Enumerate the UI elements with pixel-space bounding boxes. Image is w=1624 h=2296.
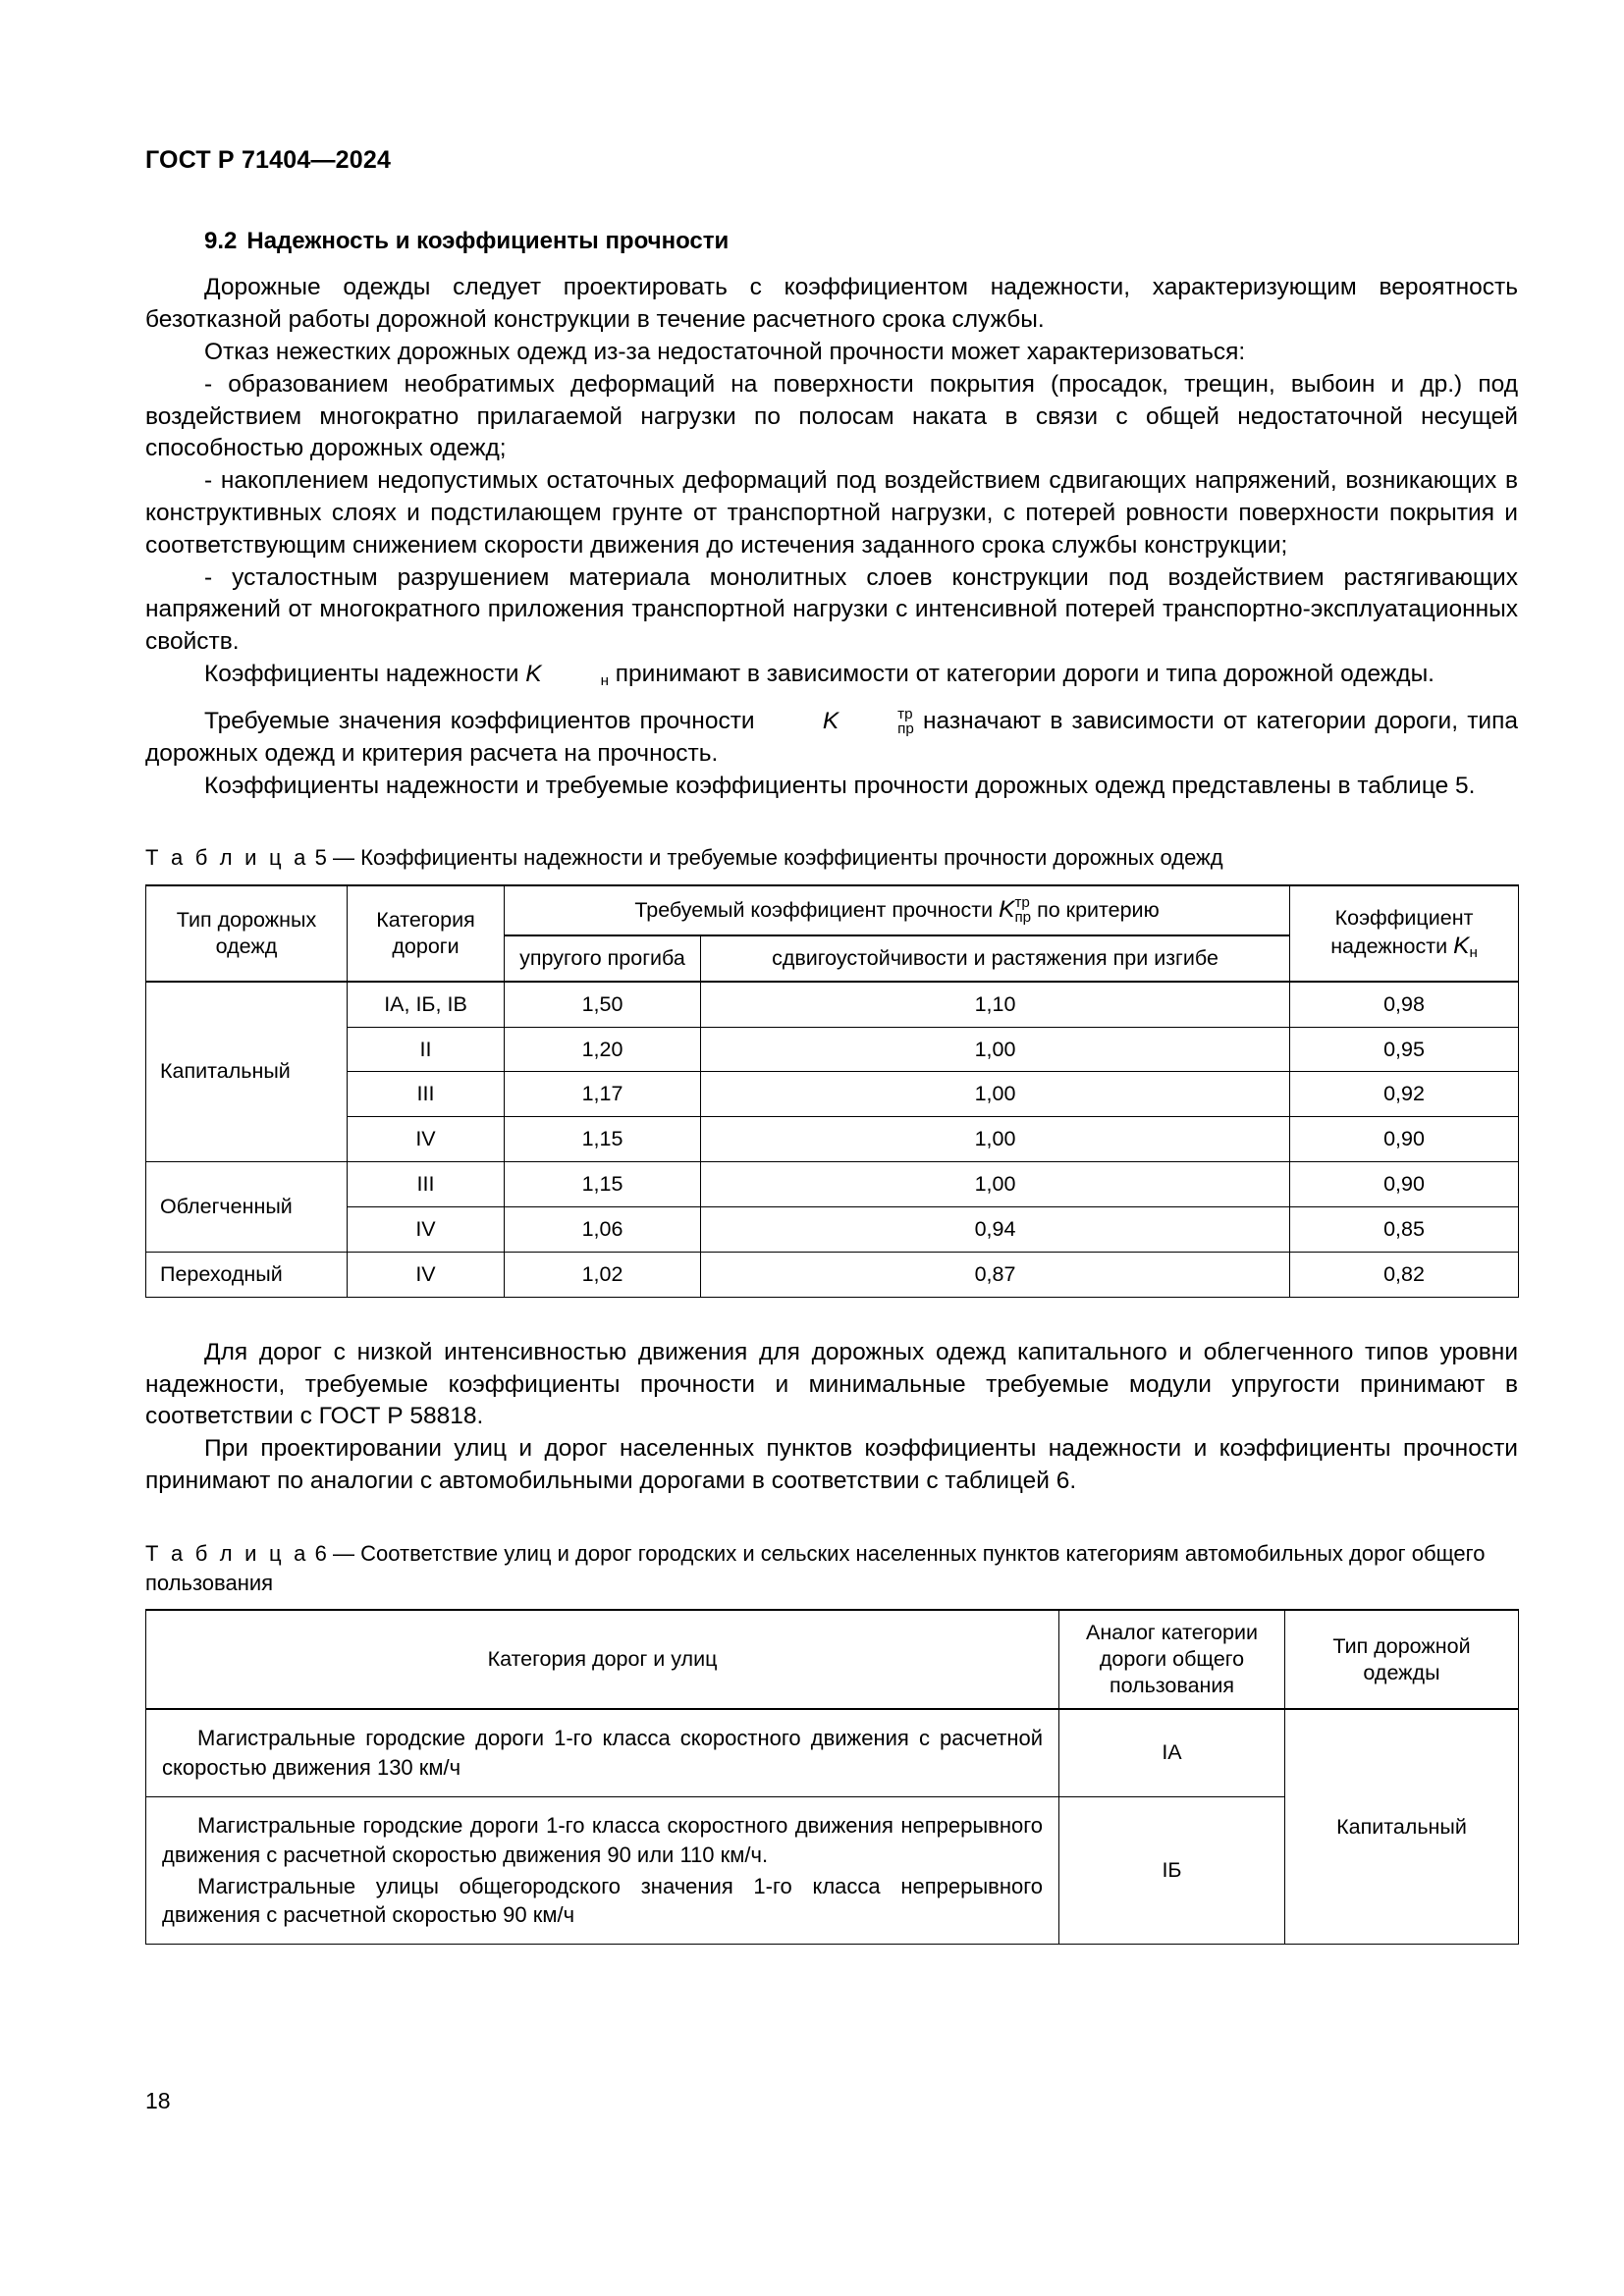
table-5-cell-shear: 1,00 (701, 1027, 1290, 1072)
table-6-cell-description (146, 1796, 1059, 1945)
paragraph-failure-item-1: - образованием необратимых деформаций на поверхности покрытия (просадок, трещин, выбоин и др.) под воздействием многократно прилагаемой нагрузки по полосам наката в связи с общей недостаточной несущей способностью дорожных одежд; (145, 370, 1518, 462)
table-5-header-shear-bending: сдвигоустойчивости и растяжения при изгибе (701, 935, 1290, 982)
table-5-cell-category: IV (348, 1117, 505, 1162)
table-6-head (146, 1610, 1519, 1709)
table-5-cell-elastic: 1,06 (505, 1207, 701, 1253)
table-5-head (146, 885, 1519, 982)
table-5-cell-reliability: 0,82 (1290, 1252, 1519, 1297)
table-6-street-category-mapping (145, 1609, 1519, 1945)
table-6-cell-analog: IА (1059, 1709, 1285, 1796)
paragraph-strength-coefficients-tail: назначают в зависимости от категории дороги, типа дорожных одежд и критерия расчета на прочность. (145, 707, 1519, 767)
formula-k-pr-tr-base: K (822, 707, 839, 734)
table-6-cell-analog: IБ (1059, 1796, 1285, 1945)
table-5-header-road-category: Категория дороги (348, 885, 505, 982)
paragraph-strength-coefficients-lead: Требуемые значения коэффициентов прочности (204, 707, 755, 734)
table-5-cell-elastic: 1,20 (505, 1027, 701, 1072)
table-6-header-street-category: Категория дорог и улиц (146, 1610, 1059, 1709)
table-6-description-line: Магистральные городские дороги 1-го класса скоростного движения с расчетной скоростью движения 130 км/ч (162, 1725, 1043, 1780)
table-6-header-analog-category: Аналог категории дороги общего пользования (1059, 1610, 1285, 1709)
table-row (146, 1252, 1519, 1297)
mid-text-block (145, 1337, 1518, 1498)
paragraph-table5-reference: Коэффициенты надежности и требуемые коэффициенты прочности дорожных одежд представлены в таблице 5. (204, 772, 1476, 799)
table-6-header-row (146, 1610, 1519, 1709)
table-5-reliability-strength (145, 884, 1519, 1298)
section-title: Надежность и коэффициенты прочности (246, 228, 730, 254)
table-5-body (146, 982, 1519, 1298)
paragraph-strength-coefficients (145, 706, 1518, 771)
paragraph-reliability-intro: Дорожные одежды следует проектировать с коэффициентом надежности, характеризующим вероятность безотказной работы дорожной конструкции в течение расчетного срока службы. (145, 274, 1518, 334)
table-row (146, 1117, 1519, 1162)
paragraph-failure-item-2: - накоплением недопустимых остаточных деформаций под воздействием сдвигающих напряжений, возникающих в конструктивных слоях и подстилающем грунте от транспортной нагрузки, с потерей ровности поверхности покрытия и соответствующим снижением скорости движения до истечения заданного срока службы конструкции; (145, 467, 1518, 559)
table-5-formula-k-pr-tr-indices (1014, 895, 1031, 925)
page-content (145, 145, 1518, 1945)
formula-k-pr-tr (764, 706, 914, 738)
table-5-cell-reliability: 0,92 (1290, 1072, 1519, 1117)
table-5-header-row-1 (146, 885, 1519, 935)
table-5-cell-shear: 1,10 (701, 982, 1290, 1027)
table6-caption-number: 6 (314, 1540, 327, 1566)
table-5-formula-k-pr-tr (999, 895, 1031, 926)
table-5-cell-type: Капитальный (146, 982, 348, 1162)
table-5-cell-elastic: 1,17 (505, 1072, 701, 1117)
table-5-cell-shear: 0,87 (701, 1252, 1290, 1297)
table-6-cell-pavement: Капитальный (1285, 1709, 1519, 1945)
table5-caption-dash: — (333, 845, 355, 871)
table6-caption-text: Соответствие улиц и дорог городских и сельских населенных пунктов категориям автомобильных дорог общего пользования (145, 1540, 1486, 1595)
formula-k-n-subscript: н (600, 672, 609, 690)
table-5-formula-k-n (1453, 933, 1478, 962)
table-5-header-strength-group-lead: Требуемый коэффициент прочности (634, 898, 994, 923)
table-5-formula-k-n-base: K (1453, 933, 1470, 959)
table-5-cell-elastic: 1,15 (505, 1162, 701, 1207)
table6-caption-dash: — (333, 1540, 355, 1566)
table-5-header-reliability-lead: Коэффициент надежности (1330, 906, 1474, 958)
table-5-cell-type: Облегченный (146, 1162, 348, 1253)
page-number: 18 (145, 2088, 171, 2113)
paragraph-reliability-coefficients-tail: принимают в зависимости от категории дороги и типа дорожной одежды. (615, 661, 1435, 688)
table-5-cell-category: IV (348, 1252, 505, 1297)
table-5-cell-category: III (348, 1162, 505, 1207)
table-5-cell-category: III (348, 1072, 505, 1117)
table-5-header-pavement-type: Тип дорожных одежд (146, 885, 348, 982)
table-5-cell-shear: 1,00 (701, 1117, 1290, 1162)
table-5-cell-elastic: 1,02 (505, 1252, 701, 1297)
paragraph-failure-intro: Отказ нежестких дорожных одежд из-за недостаточной прочности может характеризоваться: (204, 338, 1246, 365)
formula-k-n-base: K (525, 661, 542, 688)
table6-caption (145, 1539, 1518, 1597)
table-5-header-reliability (1290, 885, 1519, 982)
table-row (146, 1027, 1519, 1072)
formula-k-pr-tr-superscript: тр (897, 706, 913, 723)
table-5-cell-reliability: 0,95 (1290, 1027, 1519, 1072)
table-5-header-strength-group-tail: по критерию (1037, 898, 1160, 923)
paragraph-urban-streets: При проектировании улиц и дорог населенных пунктов коэффициенты надежности и коэффициенты прочности принимают по аналогии с автомобильными дорогами в соответствии с таблицей 6. (145, 1435, 1518, 1495)
table-row (146, 1072, 1519, 1117)
table-5-header-elastic-deflection: упругого прогиба (505, 935, 701, 982)
table-5-cell-reliability: 0,90 (1290, 1117, 1519, 1162)
table5-caption (145, 843, 1518, 873)
table-5-cell-shear: 1,00 (701, 1072, 1290, 1117)
table-5-cell-category: II (348, 1027, 505, 1072)
table-5-cell-reliability: 0,98 (1290, 982, 1519, 1027)
formula-k-pr-tr-indices (839, 707, 914, 736)
table5-caption-label: Т а б л и ц а (145, 845, 309, 871)
table-5-cell-reliability: 0,85 (1290, 1207, 1519, 1253)
section-heading (145, 226, 1518, 256)
table-row (146, 1207, 1519, 1253)
table-6-description-line: Магистральные улицы общегородского значения 1-го класса непрерывного движения с расчетной скоростью 90 км/ч (162, 1873, 1043, 1928)
table5-caption-text: Коэффициенты надежности и требуемые коэффициенты прочности дорожных одежд (360, 845, 1223, 871)
table-6-description-line: Магистральные городские дороги 1-го класса скоростного движения непрерывного движения с расчетной скоростью движения 90 или 110 км/ч. (162, 1812, 1043, 1867)
formula-k-pr-tr-subscript: пр (897, 720, 914, 737)
paragraph-reliability-coefficients (145, 659, 1518, 691)
formula-k-n (525, 661, 609, 690)
table-5-formula-k-n-subscript: н (1469, 944, 1478, 962)
table-6-body (146, 1709, 1519, 1945)
paragraph-failure-item-3: - усталостным разрушением материала монолитных слоев конструкции под воздействием растягивающих напряжений от многократного приложения транспортной нагрузки с интенсивной потерей транспортно-эксплуатационных свойств. (145, 563, 1518, 656)
table6-caption-label: Т а б л и ц а (145, 1540, 309, 1566)
table-5-formula-k-pr-tr-subscript: пр (1014, 908, 1032, 926)
table-5-formula-k-pr-tr-superscript: тр (1014, 894, 1030, 912)
table-row (146, 982, 1519, 1027)
paragraph-reliability-coefficients-lead: Коэффициенты надежности (204, 661, 519, 688)
table-row (146, 1709, 1519, 1796)
table-5-formula-k-pr-tr-base: K (999, 896, 1015, 924)
table-5-cell-shear: 1,00 (701, 1162, 1290, 1207)
table-5-cell-category: IА, IБ, IВ (348, 982, 505, 1027)
table-6-header-pavement-type: Тип дорожной одежды (1285, 1610, 1519, 1709)
table-6-cell-description (146, 1709, 1059, 1796)
table-5-cell-type: Переходный (146, 1252, 348, 1297)
table-5-cell-category: IV (348, 1207, 505, 1253)
section-number: 9.2 (204, 228, 238, 254)
table-5-header-strength-group (505, 885, 1290, 935)
table-5-cell-reliability: 0,90 (1290, 1162, 1519, 1207)
table-row (146, 1162, 1519, 1207)
table-5-cell-elastic: 1,50 (505, 982, 701, 1027)
paragraph-low-intensity-roads: Для дорог с низкой интенсивностью движения для дорожных одежд капитального и облегченного типов уровни надежности, требуемые коэффициенты прочности и минимальные требуемые модули упругости принимают в соответствии с ГОСТ Р 58818. (145, 1338, 1518, 1430)
table-5-cell-elastic: 1,15 (505, 1117, 701, 1162)
document-header: ГОСТ Р 71404—2024 (145, 146, 392, 174)
table-5-cell-shear: 0,94 (701, 1207, 1290, 1253)
table5-caption-number: 5 (314, 845, 327, 871)
